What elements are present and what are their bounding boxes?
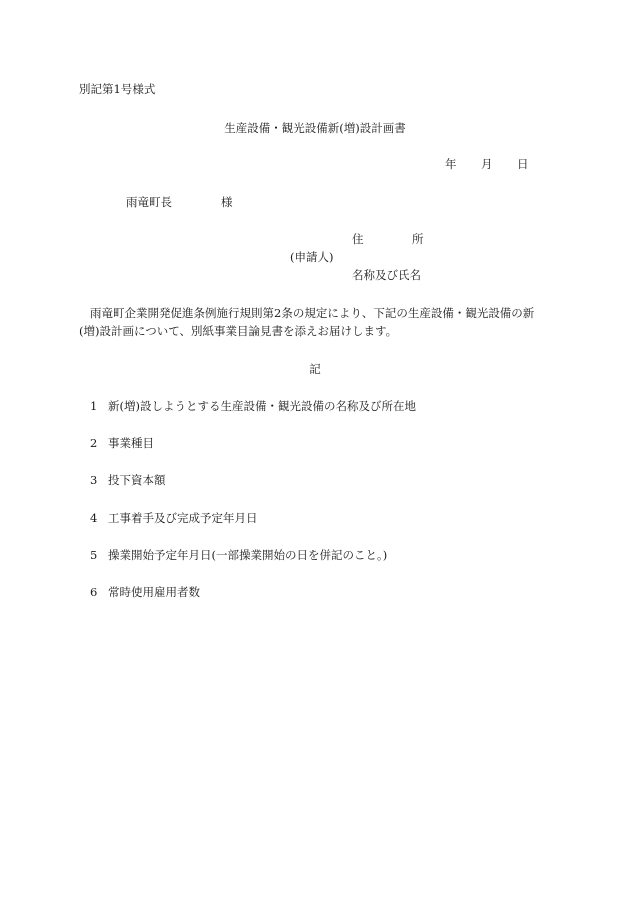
date-day-label: 日: [517, 157, 529, 171]
list-item-number: 4: [90, 511, 98, 525]
form-number: 別記第1号様式: [79, 82, 156, 96]
applicant-role-label: (申請人): [290, 250, 334, 264]
list-item: [90, 511, 258, 525]
address-label-part-1: 住: [352, 232, 364, 246]
list-item: [90, 585, 200, 599]
list-item-text: 新(増)設しようとする生産設備・観光設備の名称及び所在地: [108, 399, 416, 413]
list-item-number: 5: [90, 548, 98, 562]
list-item-number: 6: [90, 585, 98, 599]
list-item: [90, 436, 154, 450]
list-item-number: 3: [90, 473, 98, 487]
list-item: [90, 548, 387, 562]
document-title: 生産設備・観光設備新(増)設計画書: [224, 121, 406, 135]
list-item-text: 常時使用雇用者数: [108, 585, 200, 599]
list-item-text: 投下資本額: [108, 473, 166, 487]
list-item-number: 2: [90, 436, 98, 450]
applicant-name-label: 名称及び氏名: [352, 268, 421, 282]
recipient-name: 雨竜町長: [126, 195, 172, 209]
date-year-label: 年: [445, 157, 457, 171]
address-label-part-2: 所: [412, 232, 424, 246]
list-item-text: 操業開始予定年月日(一部操業開始の日を併記のこと。): [108, 548, 388, 562]
list-item-number: 1: [90, 399, 98, 413]
recipient-honorific: 様: [221, 195, 233, 209]
ki-heading: 記: [309, 362, 321, 376]
list-item: [90, 399, 416, 413]
list-item-text: 工事着手及び完成予定年月日: [108, 511, 258, 525]
list-item: [90, 473, 166, 487]
list-item-text: 事業種目: [108, 436, 154, 450]
date-month-label: 月: [481, 157, 493, 171]
body-paragraph: 雨竜町企業開発促進条例施行規則第2条の規定により、下記の生産設備・観光設備の新(増)設計画について、別紙事業目論見書を添えお届けします。: [79, 306, 535, 338]
